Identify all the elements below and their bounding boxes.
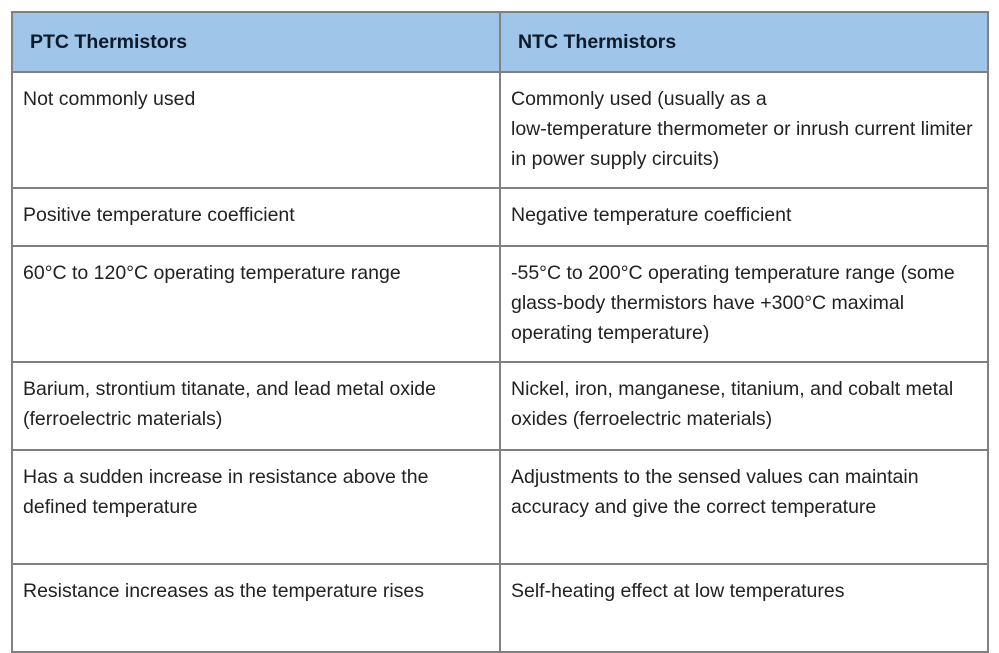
table-row: [12, 246, 988, 362]
cell-ntc-rest: low-temperature thermometer or inrush current limiter in power supply circuits): [511, 118, 973, 170]
cell-ptc: Barium, strontium titanate, and lead metal oxide (ferroelectric materials): [12, 362, 500, 450]
header-ptc: PTC Thermistors: [12, 12, 500, 72]
table-row: [12, 72, 988, 188]
comparison-table: [11, 11, 989, 653]
cell-ptc: 60°C to 120°C operating temperature range: [12, 246, 500, 362]
table-row: [12, 450, 988, 564]
cell-ptc: Not commonly used: [12, 72, 500, 188]
cell-ptc: Resistance increases as the temperature rises: [12, 564, 500, 652]
cell-ptc: Positive temperature coefficient: [12, 188, 500, 246]
cell-ntc: -55°C to 200°C operating temperature range (some glass-body thermistors have +300°C maximal operating temperature): [500, 246, 988, 362]
cell-ntc: [500, 72, 988, 188]
table-row: [12, 188, 988, 246]
cell-ntc: Adjustments to the sensed values can maintain accuracy and give the correct temperature: [500, 450, 988, 564]
header-ntc: NTC Thermistors: [500, 12, 988, 72]
cell-ntc: Nickel, iron, manganese, titanium, and cobalt metal oxides (ferroelectric materials): [500, 362, 988, 450]
cell-ptc: Has a sudden increase in resistance above the defined temperature: [12, 450, 500, 564]
cell-ntc-line1: Commonly used (usually as a: [511, 88, 767, 110]
cell-ntc: Self-heating effect at low temperatures: [500, 564, 988, 652]
table-row: [12, 362, 988, 450]
table-row: [12, 564, 988, 652]
header-row: [12, 12, 988, 72]
cell-ntc: Negative temperature coefficient: [500, 188, 988, 246]
